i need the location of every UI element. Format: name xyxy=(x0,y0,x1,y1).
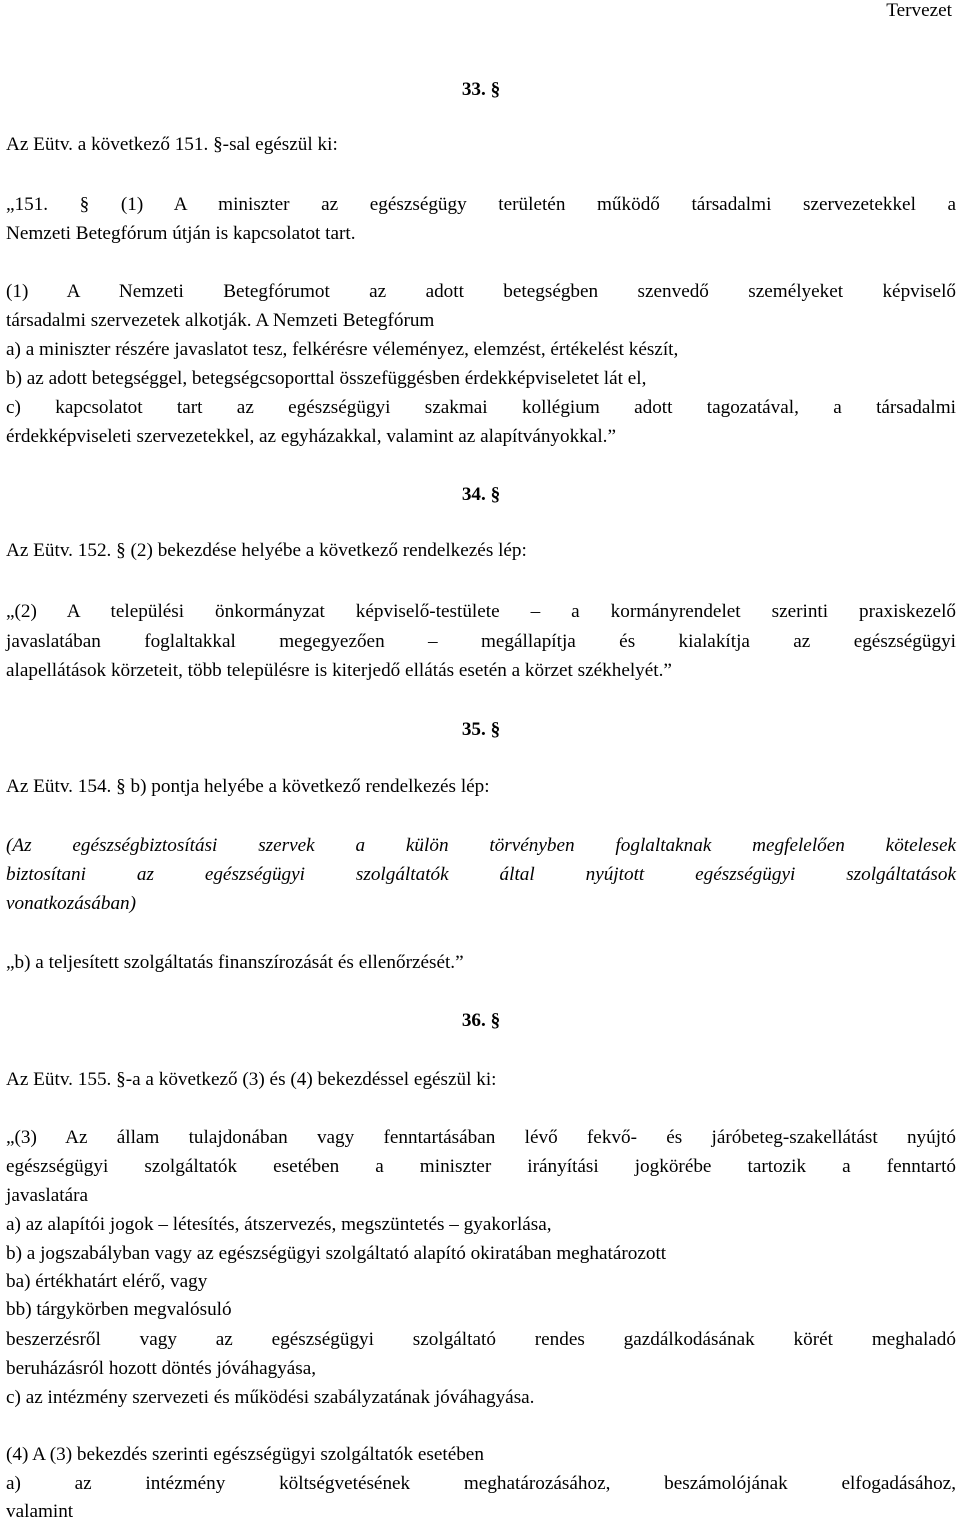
paragraph-line: (4) A (3) bekezdés szerinti egészségügyi szolgáltatók esetében xyxy=(6,1444,484,1465)
list-item: c) az intézmény szervezeti és működési szabályzatának jóváhagyása. xyxy=(6,1387,535,1408)
paragraph-line: vonatkozásában) xyxy=(6,893,137,914)
paragraph-line: alapellátások körzeteit, több településre is kiterjedő ellátás esetén a körzet székhelyét.” xyxy=(6,660,672,681)
section-number: 34. § xyxy=(461,484,501,505)
paragraph-line: valamint xyxy=(6,1501,74,1522)
section-number: 33. § xyxy=(461,79,501,100)
section-number: 35. § xyxy=(461,719,501,740)
list-item: érdekképviseleti szervezetekkel, az egyházakkal, valamint az alapítványokkal.” xyxy=(6,426,616,447)
section-intro: Az Eütv. 155. §-a a következő (3) és (4) bekezdéssel egészül ki: xyxy=(6,1069,497,1090)
paragraph-line: „(2) A települési önkormányzat képviselő-testülete – a kormányrendelet szerinti praxiskezelő xyxy=(6,601,956,622)
paragraph-line: javaslatában foglaltakkal megegyezően – megállapítja és kialakítja az egészségügyi xyxy=(6,631,956,652)
paragraph-line: beruházásról hozott döntés jóváhagyása, xyxy=(6,1358,317,1379)
list-item: ba) értékhatárt elérő, vagy xyxy=(6,1271,208,1292)
draft-label: Tervezet xyxy=(886,0,952,21)
paragraph-line: Nemzeti Betegfórum útján is kapcsolatot tart. xyxy=(6,223,356,244)
section-number: 36. § xyxy=(461,1010,501,1031)
list-item: c) kapcsolatot tart az egészségügyi szakmai kollégium adott tagozatával, a társadalmi xyxy=(6,397,956,418)
paragraph-line: beszerzésről vagy az egészségügyi szolgáltató rendes gazdálkodásának körét meghaladó xyxy=(6,1329,956,1350)
paragraph-line: biztosítani az egészségügyi szolgáltatók által nyújtott egészségügyi szolgáltatások xyxy=(6,864,956,885)
list-item: a) a miniszter részére javaslatot tesz, felkérésre véleményez, elemzést, értékelést készít, xyxy=(6,339,679,360)
section-intro: Az Eütv. 152. § (2) bekezdése helyébe a következő rendelkezés lép: xyxy=(6,540,527,561)
list-item: a) az alapítói jogok – létesítés, átszervezés, megszüntetés – gyakorlása, xyxy=(6,1214,552,1235)
list-item: b) a jogszabályban vagy az egészségügyi szolgáltató alapító okiratában meghatározott xyxy=(6,1243,667,1264)
paragraph-line: (1) A Nemzeti Betegfórumot az adott betegségben szenvedő személyeket képviselő xyxy=(6,281,956,302)
paragraph-line: egészségügyi szolgáltatók esetében a miniszter irányítási jogkörébe tartozik a fenntartó xyxy=(6,1156,956,1177)
paragraph-line: javaslatára xyxy=(6,1185,89,1206)
paragraph-line: „151. § (1) A miniszter az egészségügy területén működő társadalmi szervezetekkel a xyxy=(6,194,956,215)
paragraph-line: társadalmi szervezetek alkotják. A Nemzeti Betegfórum xyxy=(6,310,435,331)
paragraph-line: „(3) Az állam tulajdonában vagy fenntartásában lévő fekvő- és járóbeteg-szakellátást nyújtó xyxy=(6,1127,956,1148)
paragraph-line: (Az egészségbiztosítási szervek a külön törvényben foglaltaknak megfelelően kötelesek xyxy=(6,835,956,856)
list-item: b) az adott betegséggel, betegségcsoporttal összefüggésben érdekképviseletet lát el, xyxy=(6,368,647,389)
list-item: a) az intézmény költségvetésének meghatározásához, beszámolójának elfogadásához, xyxy=(6,1473,956,1494)
section-intro: Az Eütv. a következő 151. §-sal egészül ki: xyxy=(6,134,338,155)
section-intro: Az Eütv. 154. § b) pontja helyébe a következő rendelkezés lép: xyxy=(6,776,490,797)
paragraph-line: „b) a teljesített szolgáltatás finanszírozását és ellenőrzését.” xyxy=(6,952,464,973)
list-item: bb) tárgykörben megvalósuló xyxy=(6,1299,232,1320)
